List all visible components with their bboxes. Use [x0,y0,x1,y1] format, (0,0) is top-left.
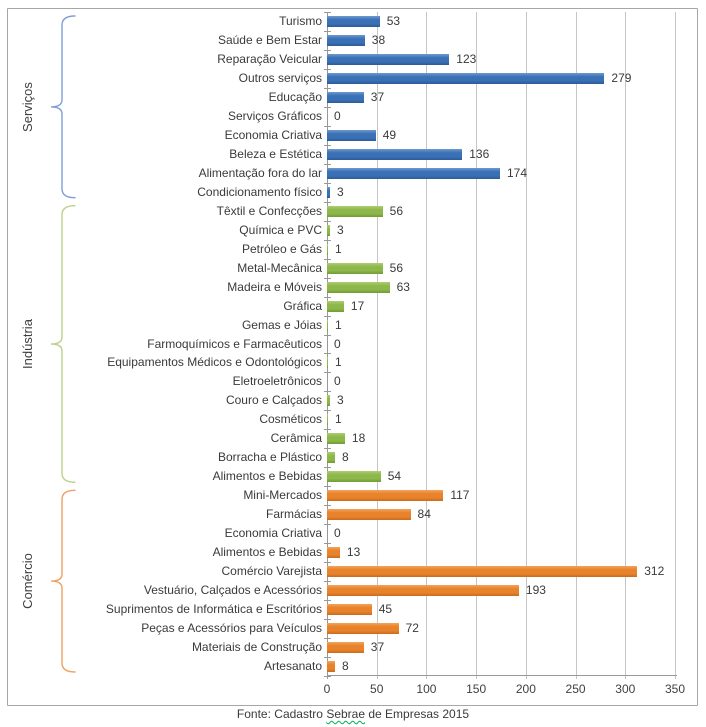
value-label: 53 [386,14,401,28]
category-label: Economia Criativa [224,127,322,142]
category-label: Comércio Varejista [221,564,322,579]
category-label: Química e PVC [239,222,322,237]
value-label: 84 [417,507,431,522]
category-label: Peças e Acessórios para Veículos [141,621,322,636]
category-label: Couro e Calçados [225,393,322,408]
category-label: Economia Criativa [224,526,322,541]
value-label: 1 [334,317,342,332]
category-label: Alimentos e Bebidas [212,545,322,560]
category-label: Metal-Mecânica [237,260,322,275]
category-label: Têxtil e Confecções [216,203,322,218]
category-label: Gemas e Jóias [241,317,322,332]
value-label: 312 [644,564,665,579]
value-label: 1 [334,355,342,370]
category-label: Materiais de Construção [191,640,322,655]
value-label: 3 [336,184,344,199]
value-label: 49 [382,127,397,142]
value-label: 17 [350,298,365,313]
category-label: Eletroeletrônicos [232,374,322,389]
category-label: Saúde e Bem Estar [217,32,322,47]
value-label: 0 [334,526,341,541]
x-axis-tick-label: 100 [416,682,437,696]
value-label: 0 [334,374,341,389]
category-label: Educação [268,89,322,104]
category-label: Serviços Gráficos [227,108,322,123]
category-label: Cerâmica [270,431,322,446]
category-label: Artesanato [263,659,322,674]
x-axis-tick-label: 0 [323,682,331,696]
group-label: Indústria [20,319,35,369]
value-label: 1 [334,412,342,427]
x-axis-tick-label: 150 [466,682,487,696]
category-label: Suprimentos de Informática e Escritórios [105,602,322,617]
x-axis-tick-label: 300 [615,682,636,696]
x-axis-tick-label: 250 [565,682,586,696]
value-label: 136 [469,146,490,161]
category-label: Farmácias [265,507,322,522]
value-label: 0 [334,108,341,123]
value-label: 8 [341,659,349,674]
value-label: 1 [334,241,342,256]
value-label: 38 [371,32,386,47]
category-label: Condicionamento físico [197,184,322,199]
category-label: Outros serviços [238,70,322,85]
category-label: Borracha e Plástico [217,450,322,465]
x-axis-tick-label: 50 [370,682,384,696]
category-label: Reparação Veicular [217,51,322,66]
group-label: Comércio [20,553,35,609]
category-label: Gráfica [283,298,322,313]
value-label: 123 [456,51,477,66]
value-label: 37 [370,640,385,655]
value-label: 279 [611,70,632,85]
value-label: 174 [507,165,528,180]
category-label: Turismo [279,14,322,28]
category-label: Alimentação fora do lar [198,165,322,180]
value-label: 72 [405,621,419,636]
source-note [0,707,706,721]
source-note-prefix: Fonte: Cadastro [236,707,327,721]
value-label: 56 [389,203,404,218]
category-label: Petróleo e Gás [241,241,322,256]
category-label: Cosméticos [259,412,322,427]
value-label: 37 [370,89,385,104]
value-label: 3 [336,222,344,237]
category-label: Equipamentos Médicos e Odontológicos [107,355,322,370]
x-axis-tick-label: 200 [515,682,536,696]
category-label: Farmoquímicos e Farmacêuticos [147,336,322,351]
value-label: 117 [450,488,470,503]
group-label: Serviços [20,81,35,132]
value-label: 0 [334,336,341,351]
value-label: 18 [351,431,366,446]
value-label: 13 [346,545,361,560]
category-label: Mini-Mercados [243,488,322,503]
value-label: 193 [525,583,546,598]
value-label: 54 [387,469,402,484]
value-label: 3 [336,393,344,408]
category-label: Alimentos e Bebidas [212,469,322,484]
value-label: 63 [396,279,410,294]
category-label: Madeira e Móveis [227,279,322,294]
value-label: 45 [378,602,393,617]
x-axis-tick-label: 350 [664,682,686,696]
source-note-suffix: de Empresas 2015 [365,707,470,721]
category-label: Vestuário, Calçados e Acessórios [143,583,322,598]
value-label: 8 [341,450,349,465]
category-label: Beleza e Estética [229,146,322,161]
value-label: 56 [389,260,404,275]
source-note-flagged-word: Sebrae [326,707,366,721]
